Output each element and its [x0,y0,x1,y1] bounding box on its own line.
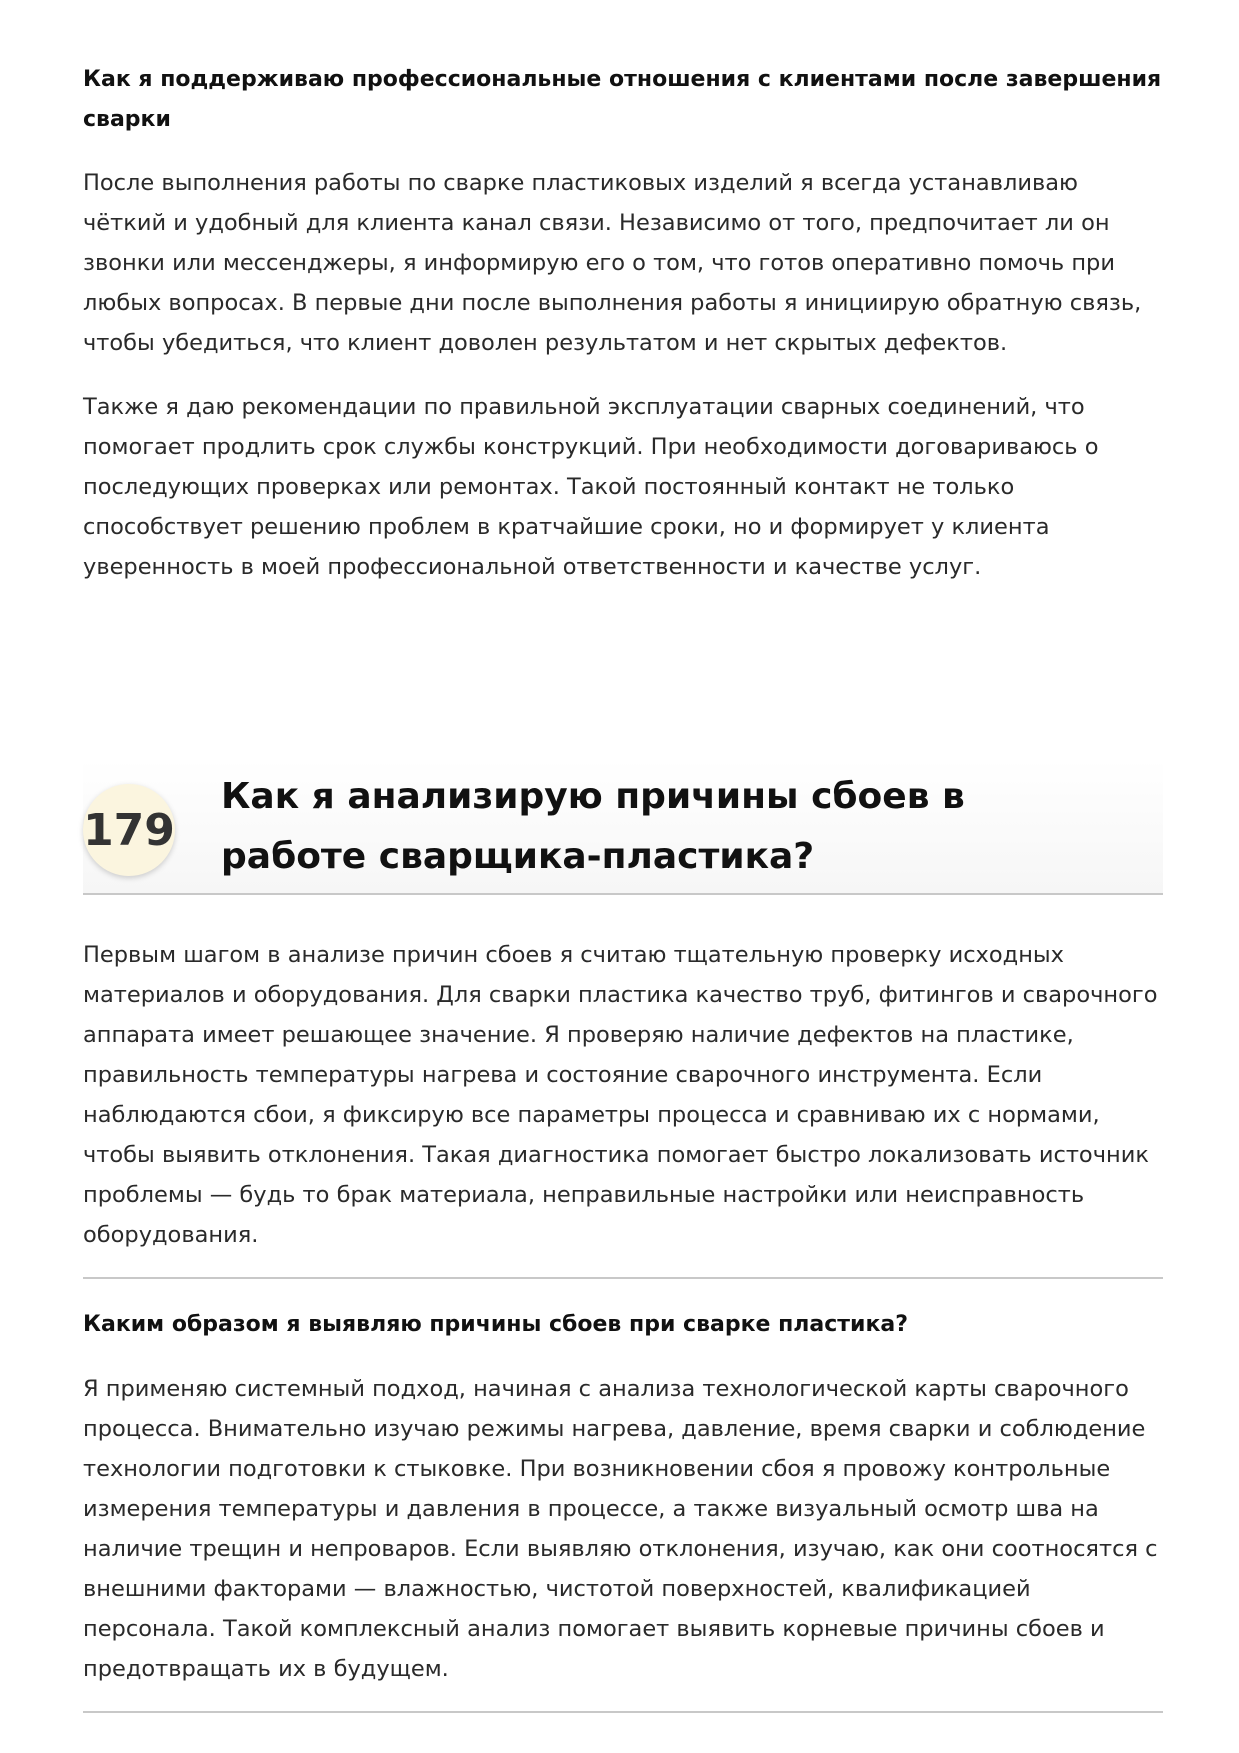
paragraph: Также я даю рекомендации по правильной эксплуатации сварных соединений, что помогает продлить срок службы конструкций. При необходимости договариваюсь о последующих проверках или ремонтах. Такой постоянный контакт не только способствует решению проблем в кратчайшие сроки, но и формирует у клиента уверенность в моей профессиональной ответственности и качестве услуг. [83,394,1099,580]
paragraph: Я применяю системный подход, начиная с анализа технологической карты сварочного процесса. Внимательно изучаю режимы нагрева, давление, время сварки и соблюдение технологии подготовки к стыковке. При возникновении сбоя я провожу контрольные измерения температуры и давления в процессе, а также визуальный осмотр шва на наличие трещин и непроваров. Если выявляю отклонения, изучаю, как они соотносятся с внешними факторами — влажностью, чистотой поверхностей, квалификацией персонала. Такой комплексный анализ помогает выявить корневые причины сбоев и предотвращать их в будущем. [83,1376,1158,1682]
paragraph: После выполнения работы по сварке пластиковых изделий я всегда устанавливаю чёткий и удобный для клиента канал связи. Независимо от того, предпочитает ли он звонки или мессенджеры, я информирую его о том, что готов оперативно помочь при любых вопросах. В первые дни после выполнения работы я инициирую обратную связь, чтобы убедиться, что клиент доволен результатом и нет скрытых дефектов. [83,170,1142,356]
paragraph: Первым шагом в анализе причин сбоев я считаю тщательную проверку исходных материалов и оборудования. Для сварки пластика качество труб, фитингов и сварочного аппарата имеет решающее значение. Я проверяю наличие дефектов на пластике, правильность температуры нагрева и состояние сварочного инструмента. Если наблюдаются сбои, я фиксирую все параметры процесса и сравниваю их с нормами, чтобы выявить отклонения. Такая диагностика помогает быстро локализовать источник проблемы — будь то брак материала, неправильные настройки или неисправность оборудования. [83,942,1158,1248]
section-title: Как я анализирую причины сбоев в работе сварщика-пластика? [221,776,965,877]
question-heading: Каким образом я выявляю причины сбоев при сварке пластика? [83,1312,909,1337]
section-header [83,759,1163,895]
divider [83,1711,1163,1713]
section-number-badge: 179 [83,784,175,876]
document-page [83,60,1163,1713]
section-subheading: Как я поддерживаю профессиональные отношения с клиентами после завершения сварки [83,67,1162,132]
divider [83,1277,1163,1279]
